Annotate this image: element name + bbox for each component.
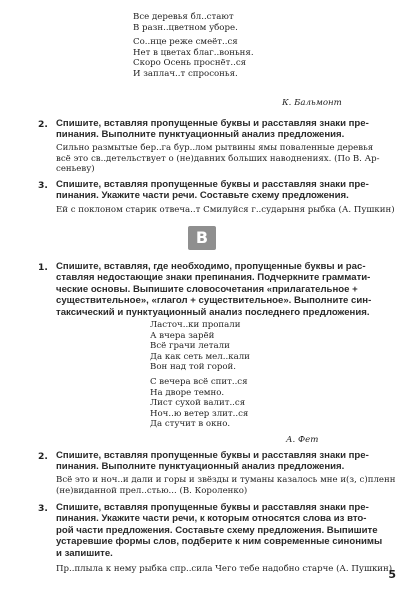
instruction-line: пинания. Укажите части речи. Составьте схему предложения. — [56, 190, 349, 202]
poem-author: К. Бальмонт — [282, 98, 342, 108]
task-instruction — [56, 502, 382, 559]
poem-line: Лист сухой валит..ся — [150, 398, 246, 409]
task-exercise-text — [56, 564, 392, 575]
instruction-line: ставляя недостающие знаки препинания. Подчеркните граммати- — [56, 272, 371, 284]
page-number: 5 — [388, 568, 396, 581]
poem-fet — [150, 320, 250, 430]
exercise-line: (не)виданной прел..стью... (В. Короленко) — [56, 485, 248, 496]
poem-line: Ноч..ю ветер злит..ся — [150, 408, 249, 419]
instruction-line: и запишите. — [56, 547, 113, 559]
instruction-line: Спишите, вставляя пропущенные буквы и расставляя знаки пре- — [56, 450, 369, 461]
task-instruction — [56, 261, 371, 318]
instruction-line: рой части предложения. Составьте схему предложения. Выпишите — [56, 524, 378, 536]
poem-line: С вечера всё спит..ся — [150, 376, 248, 387]
poem-line: Да как сеть мел..кали — [150, 351, 250, 362]
exercise-line: сеньеву) — [56, 164, 95, 175]
exercise-line: Сильно размытые бер..га бур..лом рытвины ямы поваленные деревья — [56, 143, 374, 153]
instruction-line: Спишите, вставляя пропущенные буквы и расставляя знаки пре- — [56, 118, 369, 129]
instruction-line: пинания. Выполните пунктуационный анализ предложения. — [56, 129, 345, 141]
poem-balmont — [133, 12, 254, 80]
task-instruction — [56, 179, 369, 202]
instruction-line: пинания. Выполните пунктуационный анализ предложения. — [56, 461, 345, 473]
instruction-line: ческие основы. Выпишите словосочетания «прилагательное + — [56, 283, 358, 295]
poem-line: А вчера зарёй — [150, 330, 215, 341]
poem-author: А. Фет — [286, 435, 319, 445]
poem-line: Скоро Осень проснёт..ся — [133, 58, 247, 69]
task-instruction — [56, 450, 369, 473]
poem-line: Нет в цветах благ..воньня. — [133, 47, 254, 58]
task-exercise-text — [56, 143, 380, 175]
task-number: 3. — [38, 180, 48, 191]
poem-line: Да стучит в окно. — [150, 419, 231, 430]
instruction-line: Спишите, вставляя пропущенные буквы и расставляя знаки пре- — [56, 502, 369, 513]
exercise-line: всё это св..детельствует о (не)давних больших наводнениях. (По В. Ар- — [56, 153, 380, 164]
task-exercise-text — [56, 475, 395, 496]
poem-line: Ласточ..ки пропали — [150, 320, 241, 330]
instruction-line: существительное», «глагол + существительное». Выполните син- — [56, 295, 372, 307]
task-number: 3. — [38, 503, 48, 514]
poem-line: Со..нце реже смеёт..ся — [133, 37, 238, 48]
exercise-line: Пр..плыла к нему рыбка спр..сила Чего тебе надобно старче (А. Пушкин) — [56, 564, 393, 574]
poem-line: Вон над той горой. — [150, 362, 237, 373]
poem-line: В разн..цветном уборе. — [133, 22, 238, 33]
instruction-line: Спишите, вставляя, где необходимо, пропущенные буквы и рас- — [56, 261, 366, 272]
poem-line: И заплач..т спросонья. — [133, 68, 238, 79]
instruction-line: пинания. Укажите части речи, к которым относятся слова из вто- — [56, 513, 367, 525]
section-letter: В — [195, 228, 209, 247]
section-badge — [188, 226, 216, 250]
instruction-line: таксический и пунктуационный анализ последнего предложения. — [56, 306, 370, 318]
instruction-line: Спишите, вставляя пропущенные буквы и расставляя знаки пре- — [56, 179, 369, 190]
poem-line: Всё грачи летали — [150, 341, 230, 352]
task-exercise-text — [56, 205, 395, 216]
task-number: 2. — [38, 451, 48, 462]
task-number: 1. — [38, 262, 48, 273]
poem-line: На дворе темно. — [150, 387, 225, 398]
exercise-line: Всё это и ноч..и дали и горы и звёзды и туманы казалось мне и(з, с)пленн — [56, 475, 396, 485]
task-instruction — [56, 118, 369, 141]
exercise-line: Ей с поклоном старик отвеча..т Смилуйся г..сударыня рыбка (А. Пушкин) — [56, 205, 395, 215]
poem-line: Все деревья бл..стают — [133, 12, 234, 22]
task-number: 2. — [38, 119, 48, 130]
instruction-line: устаревшие формы слов, подберите к ним современные синонимы — [56, 536, 383, 548]
